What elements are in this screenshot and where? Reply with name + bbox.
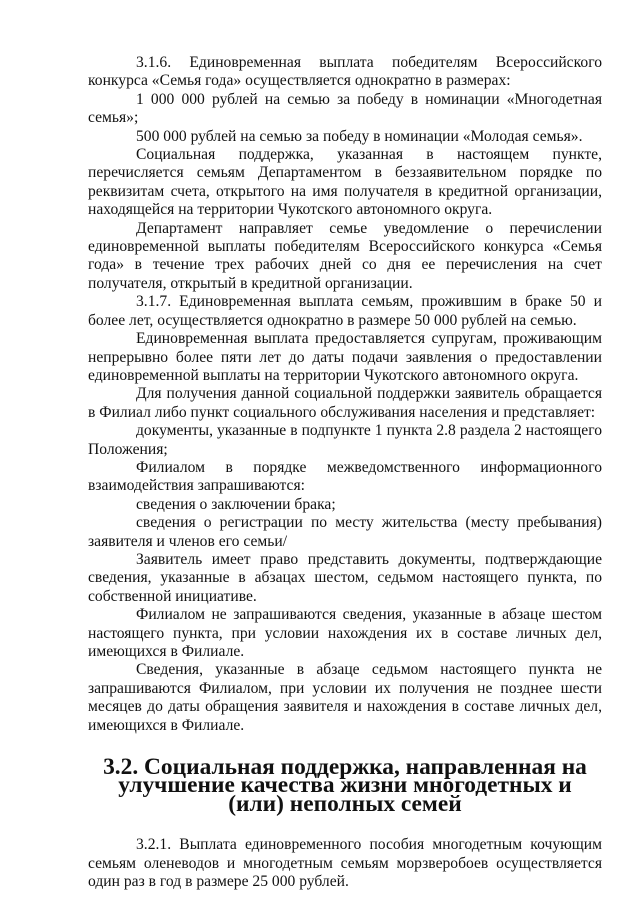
paragraph-applicant-right: Заявитель имеет право представить документы, подтверждающие сведения, указанные в абзацах шестом, седьмом настоящего пункта, по собственной инициативе. — [88, 550, 602, 605]
paragraph-3-1-7: 3.1.7. Единовременная выплата семьям, прожившим в браке 50 и более лет, осуществляется однократно в размере 50 000 рублей на семью. — [88, 293, 602, 329]
paragraph-interagency-request: Филиалом в порядке межведомственного информационного взаимодействия запрашиваются: — [88, 458, 602, 495]
paragraph-documents: документы, указанные в подпункте 1 пункта 2.8 раздела 2 настоящего Положения; — [88, 422, 602, 458]
paragraph-not-requested-sixth: Филиалом не запрашиваются сведения, указанные в абзаце шестом настоящего пункта, при условии нахождения их в составе личных дел, имеющихся в Филиале. — [88, 606, 602, 660]
paragraph-registration-info: сведения о регистрации по месту жительства (месту пребывания) заявителя и членов его семьи/ — [88, 514, 602, 550]
paragraph-3-1-6: 3.1.6. Единовременная выплата победителям Всероссийского конкурса «Семья года» осуществляется однократно в размерах: — [88, 54, 602, 90]
paragraph-application: Для получения данной социальной поддержки заявитель обращается в Филиал либо пункт социального обслуживания населения и представляет: — [88, 385, 602, 421]
paragraph-notification: Департамент направляет семье уведомление о перечислении единовременной выплаты победителям Всероссийского конкурса «Семья года» в течение трех рабочих дней со дня ее перечисления на счет получателя, открытый в кредитной организации. — [88, 219, 602, 292]
paragraph-nomination-young-family: 500 000 рублей на семью за победу в номинации «Молодая семья». — [136, 127, 583, 145]
section-heading-3-2: 3.2. Социальная поддержка, направленная на улучшение качества жизни многодетных и (или) неполных семей — [103, 754, 587, 817]
paragraph-nomination-large-family: 1 000 000 рублей на семью за победу в номинации «Многодетная семья»; — [88, 90, 602, 127]
paragraph-not-requested-seventh: Сведения, указанные в абзаце седьмом настоящего пункта не запрашиваются Филиалом, при условии их получения не позднее шести месяцев до даты обращения заявителя и нахождения в составе личных дел, имеющихся в Филиале. — [88, 661, 602, 734]
paragraph-3-2-1: 3.2.1. Выплата единовременного пособия многодетным кочующим семьям оленеводов и многодетным семьям морзверобоев осуществляется один раз в год в размере 25 000 рублей. — [88, 836, 602, 891]
paragraph-eligibility: Единовременная выплата предоставляется супругам, проживающим непрерывно более пяти лет до даты подачи заявления о предоставлении единовременной выплаты на территории Чукотского автономного округа. — [88, 330, 602, 384]
paragraph-transfer-procedure: Социальная поддержка, указанная в настоящем пункте, перечисляется семьям Департаментом в беззаявительном порядке по реквизитам счета, открытого на имя получателя в кредитной организации, находящейся на территории Чукотского автономного округа. — [88, 146, 602, 219]
paragraph-marriage-info: сведения о заключении брака; — [136, 495, 336, 513]
